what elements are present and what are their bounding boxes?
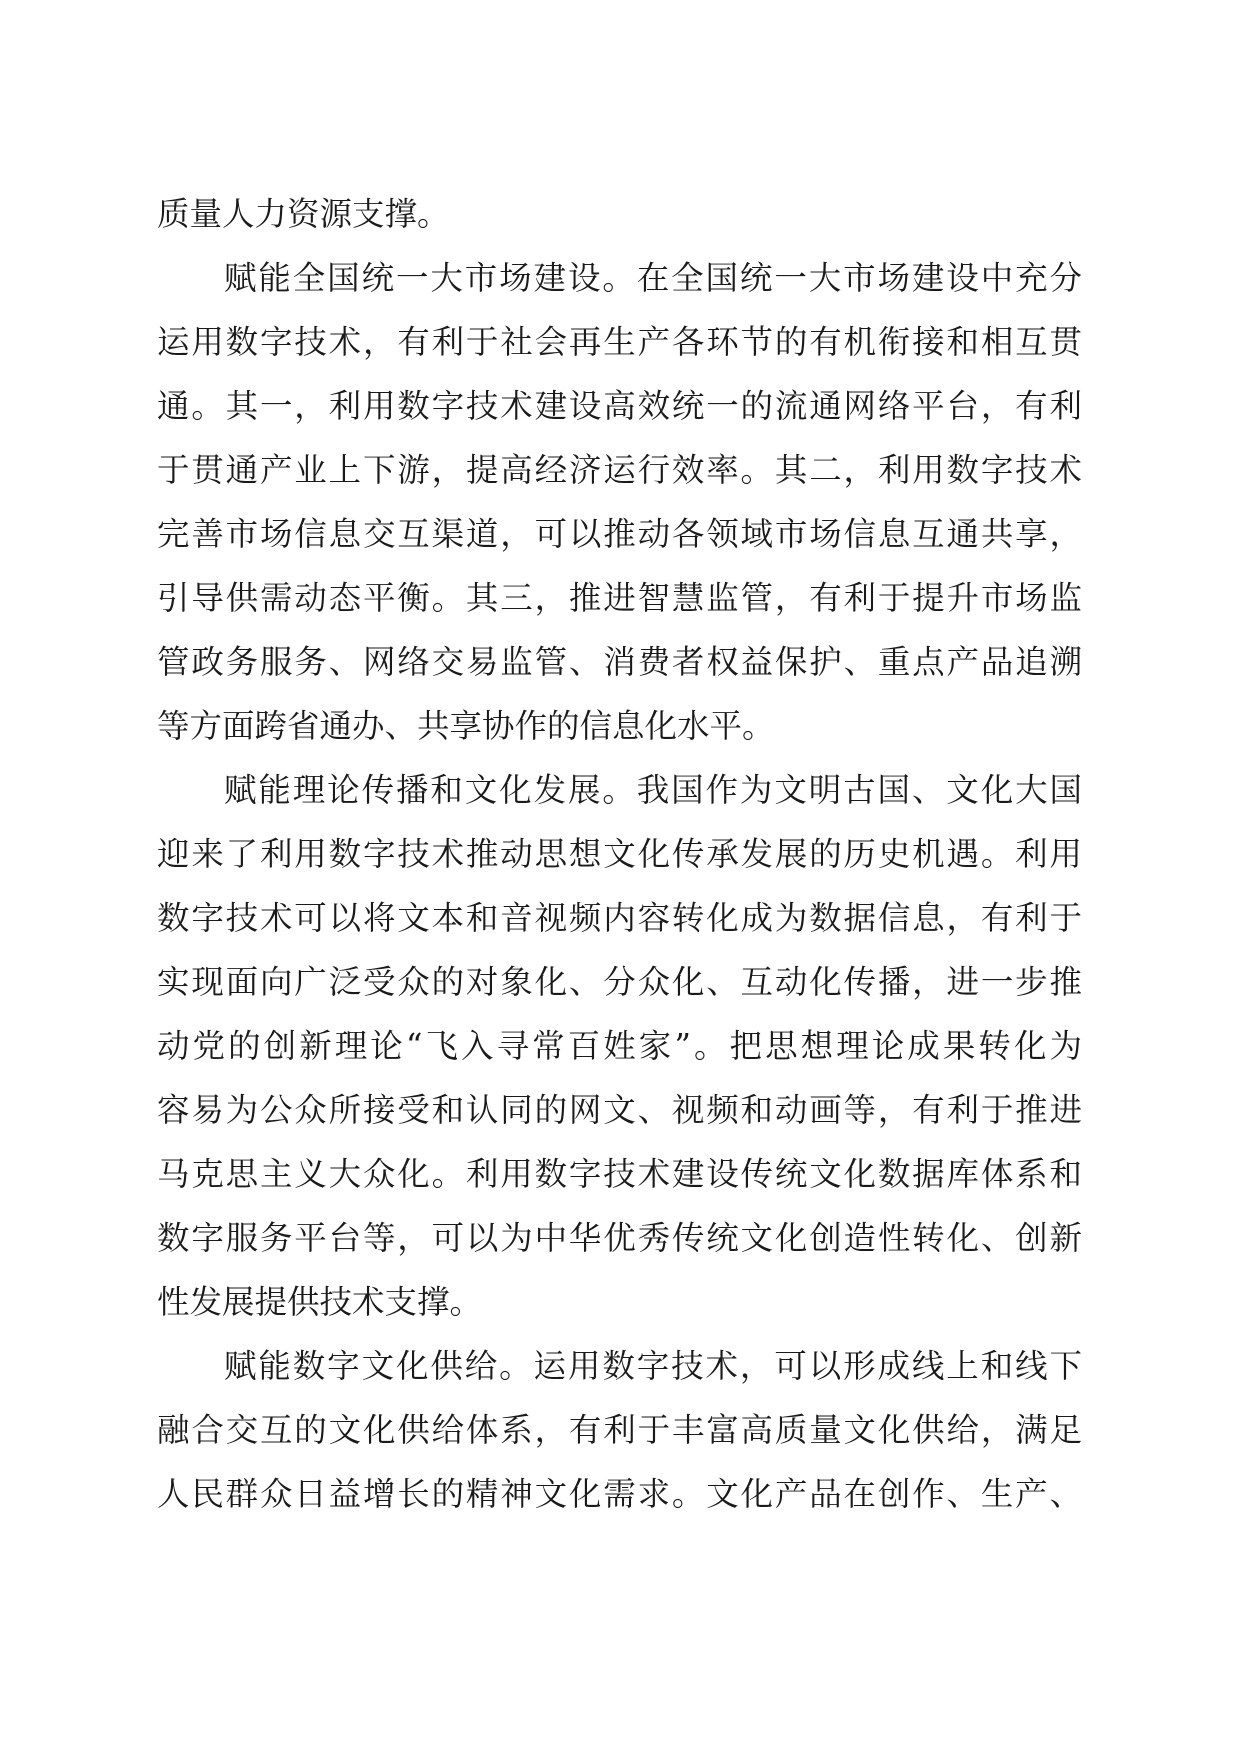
paragraph-line: 容易为公众所接受和认同的网文、视频和动画等，有利于推进 <box>157 1091 1082 1129</box>
paragraph-line: 赋能全国统一大市场建设。在全国统一大市场建设中充分 <box>224 259 1082 297</box>
paragraph-line: 迎来了利用数字技术推动思想文化传承发展的历史机遇。利用 <box>157 835 1082 873</box>
paragraph-line: 通。其一，利用数字技术建设高效统一的流通网络平台，有利 <box>157 387 1082 425</box>
paragraph-line: 于贯通产业上下游，提高经济运行效率。其二，利用数字技术 <box>157 451 1082 489</box>
paragraph-line: 质量人力资源支撑。 <box>157 195 450 233</box>
paragraph-line: 人民群众日益增长的精神文化需求。文化产品在创作、生产、 <box>157 1475 1082 1513</box>
paragraph-line: 赋能数字文化供给。运用数字技术，可以形成线上和线下 <box>224 1347 1082 1385</box>
paragraph-line: 等方面跨省通办、共享协作的信息化水平。 <box>157 707 775 745</box>
paragraph-line: 性发展提供技术支撑。 <box>157 1283 483 1321</box>
paragraph-line: 管政务服务、网络交易监管、消费者权益保护、重点产品追溯 <box>157 643 1082 681</box>
paragraph-line: 赋能理论传播和文化发展。我国作为文明古国、文化大国 <box>224 771 1082 809</box>
paragraph-line: 运用数字技术，有利于社会再生产各环节的有机衔接和相互贯 <box>157 323 1082 361</box>
paragraph-line: 数字服务平台等，可以为中华优秀传统文化创造性转化、创新 <box>157 1219 1082 1257</box>
body-text <box>157 182 1082 1526</box>
paragraph-line: 融合交互的文化供给体系，有利于丰富高质量文化供给，满足 <box>157 1411 1082 1449</box>
paragraph-line: 数字技术可以将文本和音视频内容转化成为数据信息，有利于 <box>157 899 1082 937</box>
paragraph-line: 马克思主义大众化。利用数字技术建设传统文化数据库体系和 <box>157 1155 1082 1193</box>
paragraph-line: 动党的创新理论“飞入寻常百姓家”。把思想理论成果转化为 <box>157 1027 1082 1065</box>
paragraph-line: 实现面向广泛受众的对象化、分众化、互动化传播，进一步推 <box>157 963 1082 1001</box>
paragraph-line: 完善市场信息交互渠道，可以推动各领域市场信息互通共享， <box>157 515 1082 553</box>
paragraph-line: 引导供需动态平衡。其三，推进智慧监管，有利于提升市场监 <box>157 579 1082 617</box>
